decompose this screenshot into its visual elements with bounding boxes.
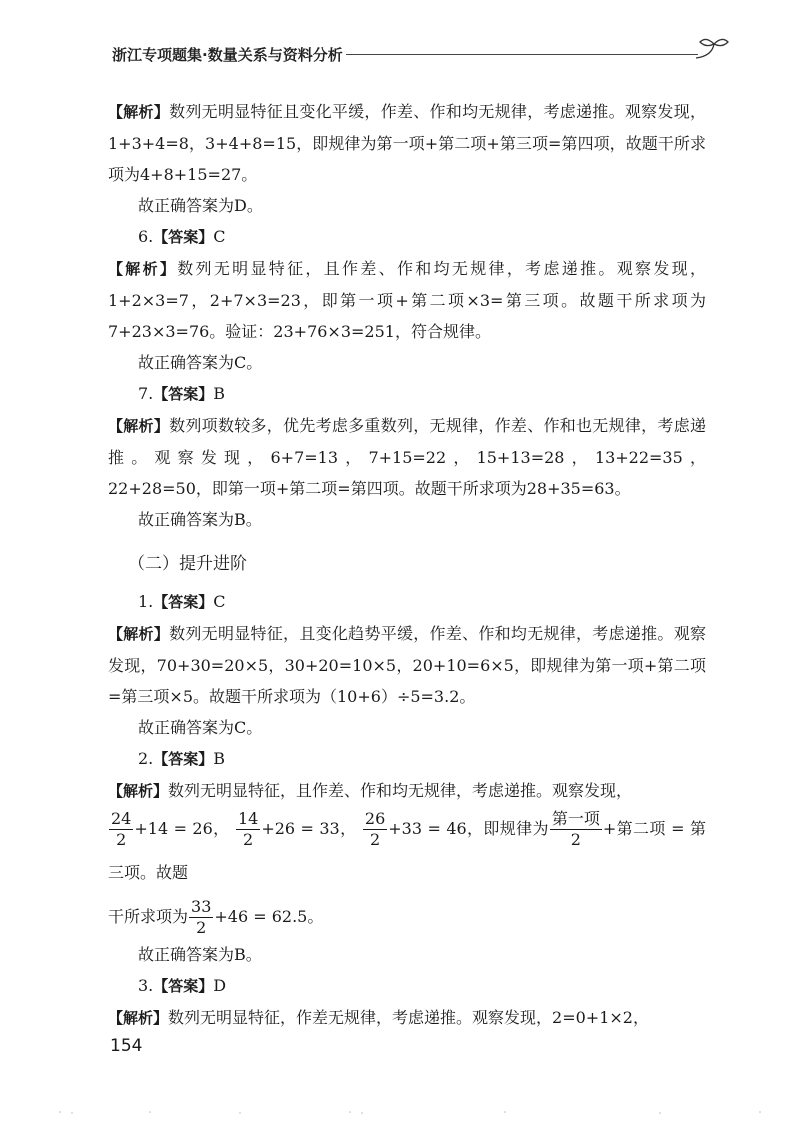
conclusion: 故正确答案为C。	[138, 718, 263, 737]
analysis-paragraph	[108, 96, 706, 190]
answer-tag: 【答案】	[153, 750, 214, 768]
header-rule	[346, 54, 698, 55]
answer-value: D	[213, 976, 227, 995]
answer-line-q6	[108, 221, 706, 253]
question-number: 1.	[138, 592, 154, 611]
equation-text: +14 = 26，	[134, 819, 230, 838]
equation-text: +33 = 46，即规律为	[388, 819, 549, 838]
numerator: 14	[237, 809, 259, 828]
fraction-equations-line	[108, 807, 706, 895]
question-number: 6.	[138, 227, 154, 246]
fraction-equations-line	[108, 895, 706, 939]
answer-tag: 【答案】	[153, 228, 214, 246]
denominator: 2	[570, 830, 581, 849]
analysis-text: 数列无明显特征且变化平缓，作差、作和均无规律，考虑递推。观察发现，1+3+4=8，3+4+8=15，即规律为第一项+第二项+第三项=第四项，故题干所求项为4+8+15=27。	[108, 102, 706, 184]
analysis-tag: 【解析】	[108, 1009, 169, 1027]
page-header	[108, 36, 738, 76]
analysis-text: 数列无明显特征，且作差、作和均无规律，考虑递推。观察发现，	[168, 781, 633, 800]
equation-text: 干所求项为	[108, 907, 189, 926]
fraction	[550, 809, 602, 850]
numerator: 33	[191, 897, 212, 916]
equation-text: +第二项 = 第三项。故题	[108, 819, 706, 882]
denominator: 2	[243, 830, 254, 849]
answer-line-q7	[108, 378, 706, 410]
analysis-paragraph	[108, 410, 706, 504]
analysis-tag: 【解析】	[108, 782, 169, 800]
answer-value: C	[213, 227, 226, 246]
conclusion: 故正确答案为B。	[138, 945, 262, 964]
analysis-tag: 【解析】	[108, 417, 170, 435]
analysis-paragraph	[108, 618, 706, 712]
analysis-paragraph	[108, 775, 706, 807]
analysis-text: 数列无明显特征，且作差、作和均无规律，考虑递推。观察发现，1+2×3=7，2+7×3=23，即第一项+第二项×3=第三项。故题干所求项为7+23×3=76。验证：23+76×3=251，符合规律。	[108, 259, 706, 341]
answer-line-s2	[108, 743, 706, 775]
denominator: 2	[116, 830, 127, 849]
analysis-paragraph	[108, 1002, 706, 1034]
analysis-text: 数列项数较多，优先考虑多重数列，无规律，作差、作和也无规律，考虑递推。观察发现，6+7=13，7+15=22，15+13=28，13+22=35，22+28=50，即第一项+第二项=第四项。故题干所求项为28+35=63。	[108, 416, 706, 498]
analysis-tag: 【解析】	[108, 625, 170, 643]
answer-value: B	[213, 384, 226, 403]
fraction	[109, 809, 133, 850]
analysis-tag: 【解析】	[108, 103, 170, 121]
question-number: 2.	[138, 749, 154, 768]
fraction	[189, 897, 213, 938]
scan-edge-dots	[0, 1108, 800, 1118]
section-heading: （二）提升进阶	[128, 554, 247, 574]
answer-line-s3	[108, 970, 706, 1002]
page-number: 154	[110, 1036, 143, 1056]
equation-text: +26 = 33，	[261, 819, 357, 838]
conclusion: 故正确答案为D。	[138, 196, 263, 215]
denominator: 2	[369, 830, 381, 849]
question-number: 3.	[138, 976, 154, 995]
answer-tag: 【答案】	[153, 385, 214, 403]
analysis-paragraph	[108, 253, 706, 347]
answer-value: C	[213, 592, 226, 611]
question-number: 7.	[138, 384, 154, 403]
analysis-tag: 【解析】	[108, 260, 178, 278]
header-title: 浙江专项题集·数量关系与资料分析	[112, 46, 343, 64]
conclusion: 故正确答案为B。	[138, 510, 262, 529]
conclusion: 故正确答案为C。	[138, 353, 263, 372]
fraction	[363, 809, 387, 850]
equation-text: +46 = 62.5。	[214, 907, 324, 926]
sprout-icon	[692, 36, 732, 64]
fraction	[236, 809, 260, 850]
answer-content	[108, 96, 706, 1034]
numerator: 24	[111, 809, 132, 828]
denominator: 2	[196, 918, 207, 937]
answer-line-s1	[108, 586, 706, 618]
numerator: 第一项	[551, 809, 600, 828]
answer-value: B	[213, 749, 226, 768]
answer-tag: 【答案】	[153, 977, 214, 995]
analysis-text: 数列无明显特征，且变化趋势平缓，作差、作和均无规律，考虑递推。观察发现，70+30=20×5，30+20=10×5，20+10=6×5，即规律为第一项+第二项=第三项×5。故题干所求项为（10+6）÷5=3.2。	[108, 624, 706, 706]
numerator: 26	[364, 809, 386, 828]
analysis-text: 数列无明显特征，作差无规律，考虑递推。观察发现，2=0+1×2，	[168, 1008, 649, 1027]
answer-tag: 【答案】	[153, 593, 214, 611]
